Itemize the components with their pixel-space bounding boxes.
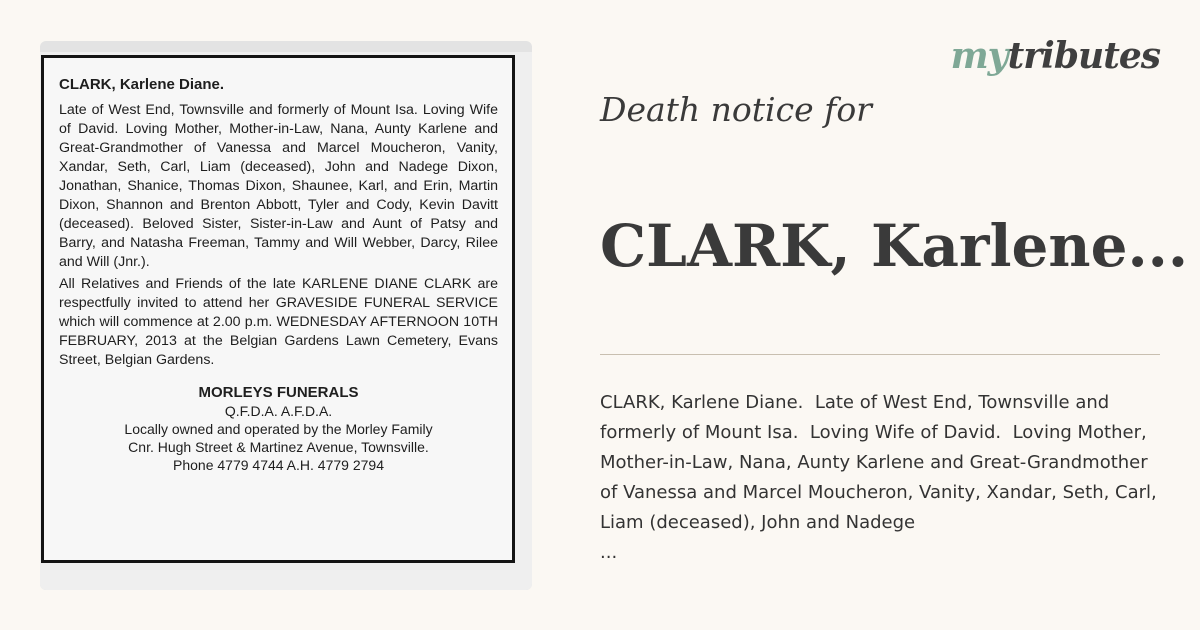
logo-my: my (950, 35, 1008, 77)
funeral-ownership-line: Locally owned and operated by the Morley Family (124, 421, 433, 437)
notice-paragraph-family: Late of West End, Townsville and formerly of Mount Isa. Loving Wife of David. Loving Mother, Mother-in-Law, Nana, Aunty Karlene and Great-Grandmother of Vanessa and Marcel Moucheron, Vanity, Xandar, Seth, Carl, Liam (deceased), John and Nadege Dixon, Jonathan, Shanice, Thomas Dixon, Shaunee, Karl, and Erin, Martin Dixon, Shannon and Brenton Abbott, Tyler and Cody, Kevin Davitt (deceased). Beloved Sister, Sister-in-Law and Aunt of Patsy and Barry, and Natasha Freeman, Tammy and Will Webber, Darcy, Rilee and Will (Jnr.). (59, 102, 498, 270)
divider (600, 354, 1160, 355)
notice-paragraph-service: All Relatives and Friends of the late KARLENE DIANE CLARK are respectfully invited to attend her GRAVESIDE FUNERAL SERVICE which will commence at 2.00 p.m. WEDNESDAY AFTERNOON 10TH FEBRUARY, 2013 at the Belgian Gardens Lawn Cemetery, Evans Street, Belgian Gardens. (59, 276, 498, 368)
page-subtitle: Death notice for (600, 90, 872, 129)
funeral-phone-line: Phone 4779 4744 A.H. 4779 2794 (173, 457, 384, 473)
notice-excerpt: CLARK, Karlene Diane. Late of West End, Townsville and formerly of Mount Isa. Loving Wife of David. Loving Mother, Mother-in-Law, Nana, Aunty Karlene and Great-Grandmother of Vanessa and Marcel Moucheron, Vanity, Xandar, Seth, Carl, Liam (deceased), John and Nadege ... (600, 392, 1157, 563)
logo-tributes: tributes (1007, 35, 1160, 77)
funeral-company-name: MORLEYS FUNERALS (198, 384, 359, 401)
death-notice-image (40, 41, 532, 590)
mytributes-logo (951, 35, 1160, 77)
newspaper-clipping (40, 52, 532, 590)
page-title: CLARK, Karlene... (600, 212, 1189, 280)
funeral-accreditation: Q.F.D.A. A.F.D.A. (224, 403, 333, 419)
funeral-director-block (59, 384, 498, 474)
notice-name: CLARK, Karlene Diane. (59, 76, 225, 93)
funeral-address-line: Cnr. Hugh Street & Martinez Avenue, Townsville. (128, 439, 429, 455)
notice-frame (41, 55, 515, 563)
